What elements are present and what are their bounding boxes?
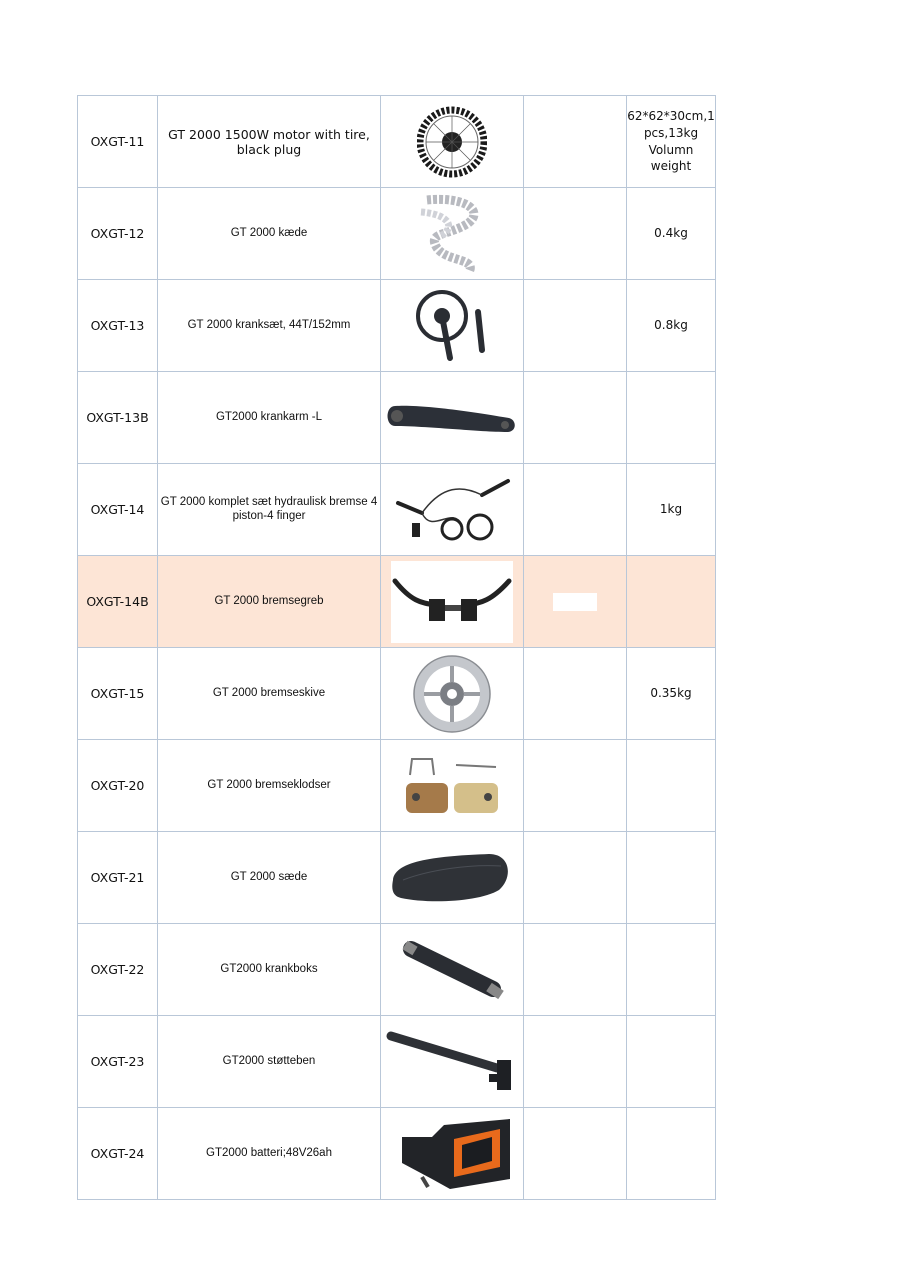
table-row (78, 188, 716, 280)
empty-cell (524, 372, 627, 464)
part-description: GT 2000 sæde (158, 832, 381, 924)
empty-cell (524, 96, 627, 188)
table-row (78, 832, 716, 924)
empty-cell (524, 648, 627, 740)
part-code: OXGT-21 (78, 832, 158, 924)
empty-cell (524, 464, 627, 556)
seat-icon (389, 850, 515, 906)
part-description: GT 2000 komplet sæt hydraulisk bremse 4 piston-4 finger (158, 464, 381, 556)
brake-disc-icon (411, 653, 493, 735)
part-image-cell (381, 464, 524, 556)
empty-cell (524, 280, 627, 372)
part-code: OXGT-23 (78, 1016, 158, 1108)
part-weight (627, 924, 716, 1016)
bottom-bracket-icon (397, 939, 507, 1001)
empty-cell (524, 188, 627, 280)
kickstand-icon (385, 1026, 519, 1098)
table-row (78, 280, 716, 372)
table-row (78, 372, 716, 464)
part-code: OXGT-15 (78, 648, 158, 740)
part-code: OXGT-14B (78, 556, 158, 648)
chain-icon (407, 192, 497, 276)
part-weight (627, 372, 716, 464)
part-image-cell (381, 648, 524, 740)
crankset-icon (412, 286, 492, 366)
part-code: OXGT-13B (78, 372, 158, 464)
empty-cell (524, 556, 627, 648)
part-weight (627, 1108, 716, 1200)
parts-table (77, 95, 716, 1200)
part-image-cell (381, 188, 524, 280)
crank-arm-icon (385, 398, 519, 438)
empty-cell (524, 740, 627, 832)
hydraulic-brake-set-icon (392, 475, 512, 545)
part-description: GT 2000 bremsegreb (158, 556, 381, 648)
part-image-cell (381, 556, 524, 648)
part-image-cell (381, 740, 524, 832)
table-row (78, 96, 716, 188)
empty-cell (524, 1016, 627, 1108)
table-row (78, 464, 716, 556)
part-description: GT2000 krankboks (158, 924, 381, 1016)
table-row (78, 1016, 716, 1108)
part-description: GT 2000 kranksæt, 44T/152mm (158, 280, 381, 372)
part-weight (627, 1016, 716, 1108)
part-image-cell (381, 1016, 524, 1108)
part-code: OXGT-22 (78, 924, 158, 1016)
part-image-cell (381, 372, 524, 464)
part-description: GT 2000 bremseklodser (158, 740, 381, 832)
table-row (78, 648, 716, 740)
part-weight: 0.35kg (627, 648, 716, 740)
part-weight: 62*62*30cm,1 pcs,13kg Volumn weight (627, 96, 716, 188)
wheel-motor-icon (417, 102, 487, 182)
empty-cell (524, 924, 627, 1016)
battery-icon (392, 1115, 512, 1193)
part-code: OXGT-14 (78, 464, 158, 556)
part-code: OXGT-20 (78, 740, 158, 832)
table-row (78, 924, 716, 1016)
brake-lever-icon (391, 561, 513, 643)
empty-cell (524, 1108, 627, 1200)
part-code: OXGT-24 (78, 1108, 158, 1200)
part-weight: 1kg (627, 464, 716, 556)
part-image-cell (381, 1108, 524, 1200)
part-code: OXGT-11 (78, 96, 158, 188)
part-code: OXGT-13 (78, 280, 158, 372)
part-description: GT 2000 1500W motor with tire, black plug (158, 96, 381, 188)
brake-pads-icon (402, 753, 502, 819)
part-weight (627, 556, 716, 648)
part-description: GT2000 batteri;48V26ah (158, 1108, 381, 1200)
part-weight (627, 832, 716, 924)
part-description: GT2000 støtteben (158, 1016, 381, 1108)
part-image-cell (381, 832, 524, 924)
part-weight (627, 740, 716, 832)
empty-cell (524, 832, 627, 924)
part-description: GT2000 krankarm -L (158, 372, 381, 464)
part-weight: 0.4kg (627, 188, 716, 280)
part-weight: 0.8kg (627, 280, 716, 372)
part-description: GT 2000 bremseskive (158, 648, 381, 740)
part-image-cell (381, 280, 524, 372)
table-row (78, 1108, 716, 1200)
blank-box (553, 593, 597, 611)
part-image-cell (381, 96, 524, 188)
part-image-cell (381, 924, 524, 1016)
table-row (78, 556, 716, 648)
table-row (78, 740, 716, 832)
part-code: OXGT-12 (78, 188, 158, 280)
part-description: GT 2000 kæde (158, 188, 381, 280)
